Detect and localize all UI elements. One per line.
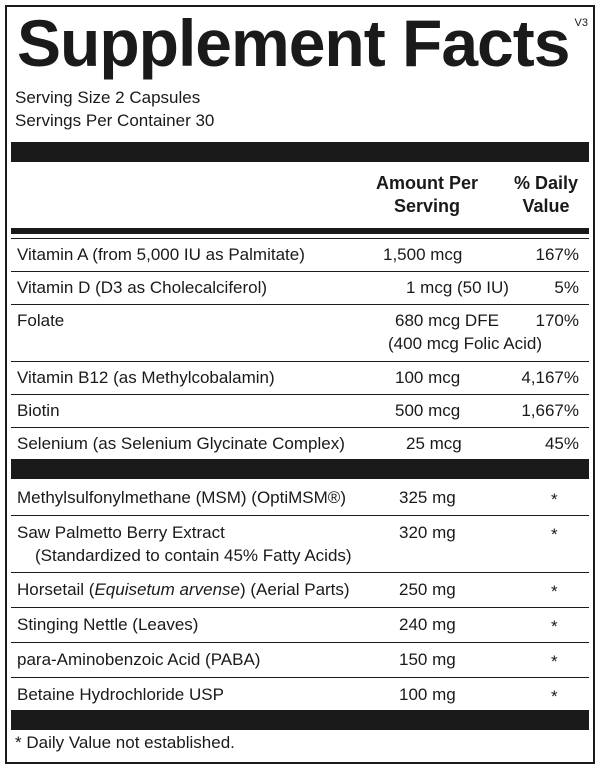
- footnote: * Daily Value not established.: [15, 733, 235, 752]
- ingredient-dv: *: [551, 617, 558, 636]
- table-row: [11, 572, 589, 607]
- ingredient-name-detail: (Standardized to contain 45% Fatty Acids): [35, 546, 352, 565]
- nutrient-name: Vitamin B12 (as Methylcobalamin): [17, 368, 275, 387]
- thick-divider-middle: [11, 459, 589, 479]
- thick-divider-top: [11, 142, 589, 162]
- nutrient-amount: 500 mcg: [395, 401, 461, 420]
- table-row: [11, 607, 589, 642]
- table-row: [11, 677, 589, 710]
- nutrient-dv: 167%: [535, 245, 579, 264]
- nutrient-amount: 680 mcg DFE: [395, 311, 499, 330]
- ingredient-dv: *: [551, 490, 558, 509]
- ingredient-amount: 325 mg: [399, 488, 456, 507]
- thick-divider-bottom: [11, 710, 589, 730]
- table-row: [11, 361, 589, 394]
- nutrient-dv: 170%: [535, 311, 579, 330]
- table-row: [11, 427, 589, 460]
- ingredient-name: Stinging Nettle (Leaves): [17, 615, 199, 634]
- nutrient-dv: 4,167%: [521, 368, 579, 387]
- ingredient-amount: 240 mg: [399, 615, 456, 634]
- table-row: [11, 394, 589, 427]
- ingredient-name: para-Aminobenzoic Acid (PABA): [17, 650, 261, 669]
- ingredient-name: Saw Palmetto Berry Extract: [17, 523, 225, 542]
- ingredient-name: Methylsulfonylmethane (MSM) (OptiMSM®): [17, 488, 346, 507]
- serving-size: Serving Size 2 Capsules: [15, 88, 201, 107]
- nutrient-amount: 1,500 mcg: [383, 245, 463, 264]
- table-row: [11, 481, 589, 514]
- panel-title: Supplement Facts: [17, 6, 570, 80]
- table-row: [11, 515, 589, 572]
- nutrient-amount: 1 mcg (50 IU): [406, 278, 509, 297]
- nutrient-dv: 5%: [554, 278, 579, 297]
- version-code: V3: [574, 17, 588, 29]
- nutrient-amount: 25 mcg: [406, 434, 462, 453]
- ingredient-name: Betaine Hydrochloride USP: [17, 685, 224, 704]
- ingredient-name: Horsetail (Equisetum arvense) (Aerial Parts): [17, 580, 350, 599]
- amount-per-serving-header: Amount Per Serving: [375, 173, 478, 216]
- nutrient-name: Biotin: [17, 401, 60, 420]
- nutrient-dv: 1,667%: [521, 401, 579, 420]
- supplement-facts-panel: [5, 5, 595, 764]
- servings-per-container: Servings Per Container 30: [15, 111, 215, 130]
- ingredient-dv: *: [551, 582, 558, 601]
- nutrient-name: Vitamin A (from 5,000 IU as Palmitate): [17, 245, 305, 264]
- header-divider: [11, 228, 589, 234]
- nutrient-dv: 45%: [544, 434, 579, 453]
- ingredient-dv: *: [551, 525, 558, 544]
- ingredient-amount: 320 mg: [399, 523, 456, 542]
- botanical-name: Equisetum arvense: [94, 580, 240, 599]
- nutrient-amount-detail: (400 mcg Folic Acid): [388, 334, 542, 353]
- nutrient-name: Vitamin D (D3 as Cholecalciferol): [17, 278, 268, 297]
- table-row: [11, 271, 589, 304]
- ingredient-dv: *: [551, 687, 558, 706]
- table-row: [11, 238, 589, 271]
- nutrient-amount: 100 mcg: [395, 368, 461, 387]
- ingredient-amount: 150 mg: [399, 650, 456, 669]
- ingredient-dv: *: [551, 652, 558, 671]
- nutrient-name: Folate: [17, 311, 65, 330]
- table-row: [11, 642, 589, 677]
- ingredient-amount: 250 mg: [399, 580, 456, 599]
- daily-value-header: % Daily Value: [513, 173, 579, 216]
- ingredient-amount: 100 mg: [399, 685, 456, 704]
- table-row: [11, 304, 589, 361]
- nutrient-name: Selenium (as Selenium Glycinate Complex): [17, 434, 345, 453]
